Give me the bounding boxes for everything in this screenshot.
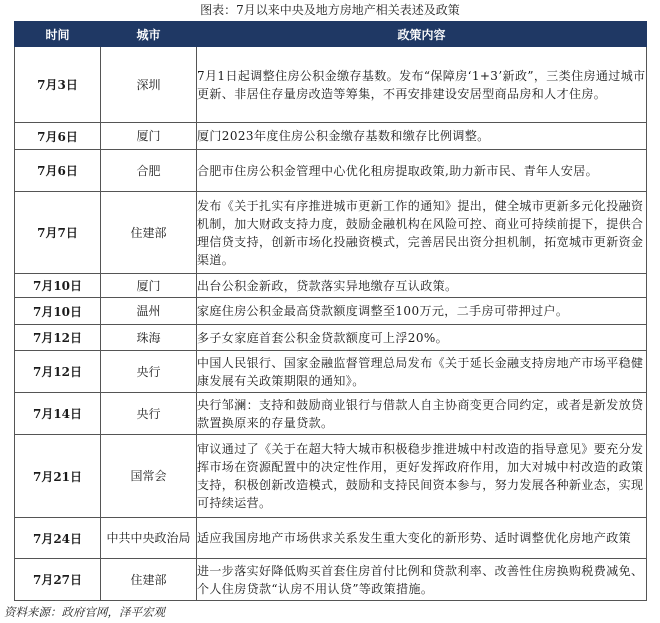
row-date: 7月10日 xyxy=(15,298,101,325)
policy-table xyxy=(14,21,647,601)
source-note: 资料来源：政府官网，泽平宏观 xyxy=(4,605,165,619)
row-content: 厦门2023年度住房公积金缴存基数和缴存比例调整。 xyxy=(197,123,647,150)
table-row xyxy=(15,150,647,192)
row-date: 7月3日 xyxy=(15,47,101,123)
row-content: 家庭住房公积金最高贷款额度调整至100万元，二手房可带押过户。 xyxy=(197,298,647,325)
table-row xyxy=(15,274,647,298)
row-date: 7月7日 xyxy=(15,192,101,274)
table-title: 图表：7月以来中央及地方房地产相关表述及政策 xyxy=(200,3,460,17)
header-content: 政策内容 xyxy=(197,22,647,47)
row-date: 7月14日 xyxy=(15,393,101,435)
row-city: 住建部 xyxy=(101,559,197,601)
row-city: 厦门 xyxy=(101,123,197,150)
table-row xyxy=(15,192,647,274)
table-row xyxy=(15,351,647,393)
row-content: 发布《关于扎实有序推进城市更新工作的通知》提出，健全城市更新多元化投融资机制，加大财政支持力度，鼓励金融机构在风险可控、商业可持续前提下，提供合理信贷支持，创新市场化投融资模式，完善居民出资分担机制，拓宽城市更新资金渠道。 xyxy=(197,192,647,274)
row-date: 7月24日 xyxy=(15,518,101,559)
row-content: 出台公积金新政，贷款落实异地缴存互认政策。 xyxy=(197,274,647,298)
row-date: 7月27日 xyxy=(15,559,101,601)
table-row xyxy=(15,123,647,150)
row-content: 适应我国房地产市场供求关系发生重大变化的新形势、适时调整优化房地产政策 xyxy=(197,518,647,559)
row-content: 进一步落实好降低购买首套住房首付比例和贷款利率、改善性住房换购税费减免、个人住房贷款“认房不用认贷”等政策措施。 xyxy=(197,559,647,601)
row-content: 合肥市住房公积金管理中心优化租房提取政策,助力新市民、青年人安居。 xyxy=(197,150,647,192)
row-date: 7月6日 xyxy=(15,150,101,192)
row-city: 中共中央政治局 xyxy=(101,518,197,559)
row-date: 7月12日 xyxy=(15,325,101,351)
header-city: 城市 xyxy=(101,22,197,47)
row-content: 中国人民银行、国家金融监督管理总局发布《关于延长金融支持房地产市场平稳健康发展有关政策期限的通知》。 xyxy=(197,351,647,393)
row-city: 国常会 xyxy=(101,435,197,518)
row-city: 深圳 xyxy=(101,47,197,123)
row-content: 央行邹澜：支持和鼓励商业银行与借款人自主协商变更合同约定，或者是新发放贷款置换原来的存量贷款。 xyxy=(197,393,647,435)
row-content: 7月1日起调整住房公积金缴存基数。发布“保障房‘1+3’新政”，三类住房通过城市更新、非居住存量房改造等筹集，不再安排建设安居型商品房和人才住房。 xyxy=(197,47,647,123)
row-date: 7月10日 xyxy=(15,274,101,298)
table-header-row xyxy=(15,22,647,47)
row-city: 央行 xyxy=(101,351,197,393)
table-row xyxy=(15,298,647,325)
row-content: 审议通过了《关于在超大特大城市积极稳步推进城中村改造的指导意见》要充分发挥市场在资源配置中的决定性作用，更好发挥政府作用，加大对城中村改造的政策支持，积极创新改造模式，鼓励和支持民间资本参与，努力发展各种新业态，实现可持续运营。 xyxy=(197,435,647,518)
table-row xyxy=(15,47,647,123)
row-city: 厦门 xyxy=(101,274,197,298)
table-row xyxy=(15,393,647,435)
row-content: 多子女家庭首套公积金贷款额度可上浮20%。 xyxy=(197,325,647,351)
row-date: 7月6日 xyxy=(15,123,101,150)
row-city: 珠海 xyxy=(101,325,197,351)
row-date: 7月21日 xyxy=(15,435,101,518)
row-city: 央行 xyxy=(101,393,197,435)
table-row xyxy=(15,325,647,351)
table-row xyxy=(15,518,647,559)
table-row xyxy=(15,559,647,601)
row-date: 7月12日 xyxy=(15,351,101,393)
row-city: 住建部 xyxy=(101,192,197,274)
table-row xyxy=(15,435,647,518)
row-city: 合肥 xyxy=(101,150,197,192)
row-city: 温州 xyxy=(101,298,197,325)
header-time: 时间 xyxy=(15,22,101,47)
